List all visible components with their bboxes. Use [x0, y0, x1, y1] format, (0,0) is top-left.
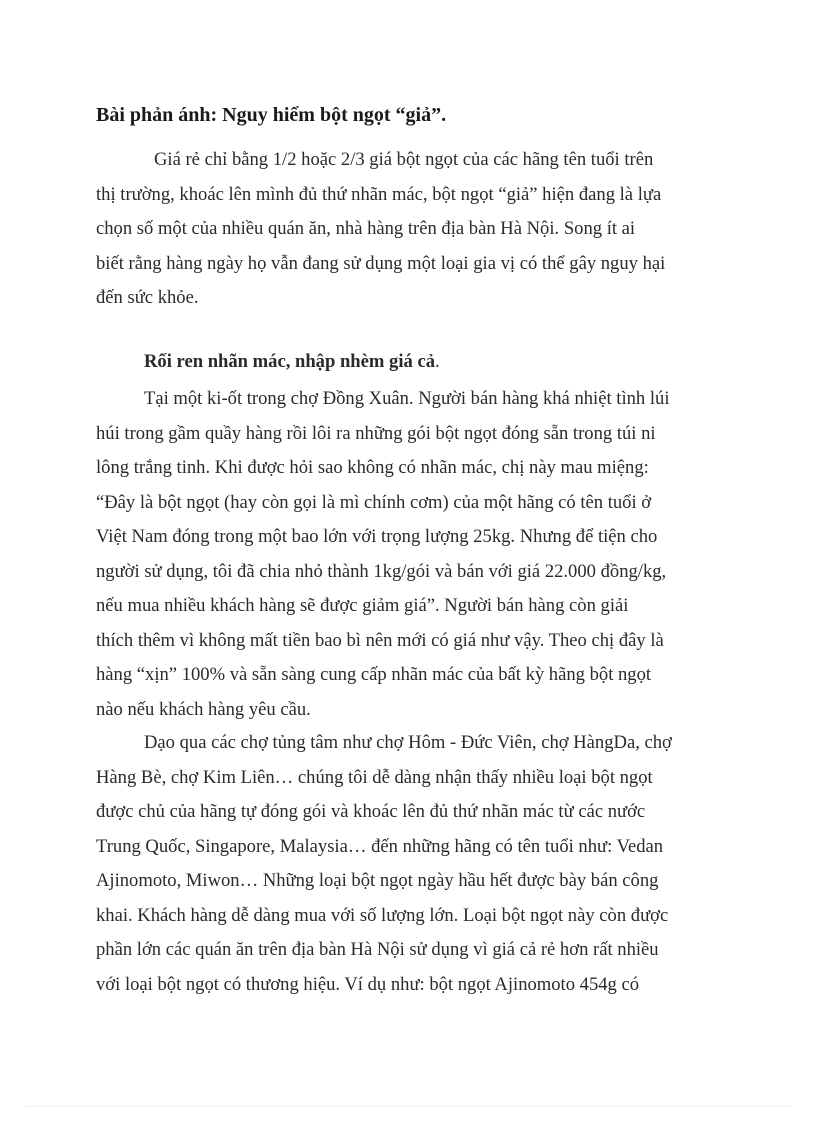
- text-line: Dạo qua các chợ tủng tâm như chợ Hôm - Đức Viên, chợ HàngDa, chợ: [144, 732, 672, 753]
- text-line: người sử dụng, tôi đã chia nhỏ thành 1kg/gói và bán với giá 22.000 đồng/kg,: [96, 560, 667, 582]
- text-line: phần lớn các quán ăn trên địa bàn Hà Nội sử dụng vì giá cả rẻ hơn rất nhiều: [96, 939, 659, 960]
- text-line: nếu mua nhiều khách hàng sẽ được giảm giá”. Người bán hàng còn giải: [96, 595, 629, 616]
- section-heading: [144, 351, 440, 373]
- text-line: Việt Nam đóng trong một bao lớn với trọng lượng 25kg. Nhưng để tiện cho: [96, 526, 658, 547]
- text-line: biết rằng hàng ngày họ vẫn đang sử dụng một loại gia vị có thể gây nguy hại: [96, 252, 666, 274]
- text-line: với loại bột ngọt có thương hiệu. Ví dụ như: bột ngọt Ajinomoto 454g có: [96, 973, 640, 995]
- text-line: Hàng Bè, chợ Kim Liên… chúng tôi dễ dàng nhận thấy nhiều loại bột ngọt: [96, 766, 653, 788]
- paragraph-markets: [96, 726, 736, 1002]
- text-line: được chủ của hãng tự đóng gói và khoác lên đủ thứ nhãn mác từ các nước: [96, 801, 646, 822]
- document-title: Bài phản ánh: Nguy hiểm bột ngọt “giả”.: [96, 104, 447, 126]
- text-line: nào nếu khách hàng yêu cầu.: [96, 698, 311, 720]
- text-line: “Đây là bột ngọt (hay còn gọi là mì chính cơm) của một hãng có tên tuổi ở: [96, 491, 652, 513]
- text-line: thích thêm vì không mất tiền bao bì nên mới có giá như vậy. Theo chị đây là: [96, 629, 664, 651]
- paragraph-kiosk: [96, 382, 736, 727]
- text-line: húi trong gầm quầy hàng rồi lôi ra những gói bột ngọt đóng sẵn trong túi ni: [96, 422, 656, 444]
- section-heading-text: Rối ren nhãn mác, nhập nhèm giá cả: [144, 351, 435, 372]
- text-line: hàng “xịn” 100% và sẵn sàng cung cấp nhãn mác của bất kỳ hãng bột ngọt: [96, 664, 652, 685]
- text-line: chọn số một của nhiều quán ăn, nhà hàng trên địa bàn Hà Nội. Song ít ai: [96, 218, 636, 239]
- text-line: thị trường, khoác lên mình đủ thứ nhãn mác, bột ngọt “giả” hiện đang là lựa: [96, 183, 662, 205]
- text-line: Tại một ki-ốt trong chợ Đồng Xuân. Người bán hàng khá nhiệt tình lúi: [144, 388, 670, 409]
- text-line: khai. Khách hàng dễ dàng mua với số lượng lớn. Loại bột ngọt này còn được: [96, 904, 669, 926]
- text-line: đến sức khỏe.: [96, 287, 199, 308]
- text-line: Ajinomoto, Miwon… Những loại bột ngọt ngày hầu hết được bày bán công: [96, 870, 659, 891]
- text-line: Trung Quốc, Singapore, Malaysia… đến những hãng có tên tuổi như: Vedan: [96, 835, 664, 857]
- page-bottom-divider: [24, 1106, 792, 1107]
- text-line: lông trắng tinh. Khi được hỏi sao không có nhãn mác, chị này mau miệng:: [96, 457, 649, 478]
- section-heading-punct: .: [435, 351, 440, 372]
- intro-paragraph: [96, 143, 736, 316]
- text-line: Giá rẻ chỉ bằng 1/2 hoặc 2/3 giá bột ngọt của các hãng tên tuổi trên: [154, 149, 654, 170]
